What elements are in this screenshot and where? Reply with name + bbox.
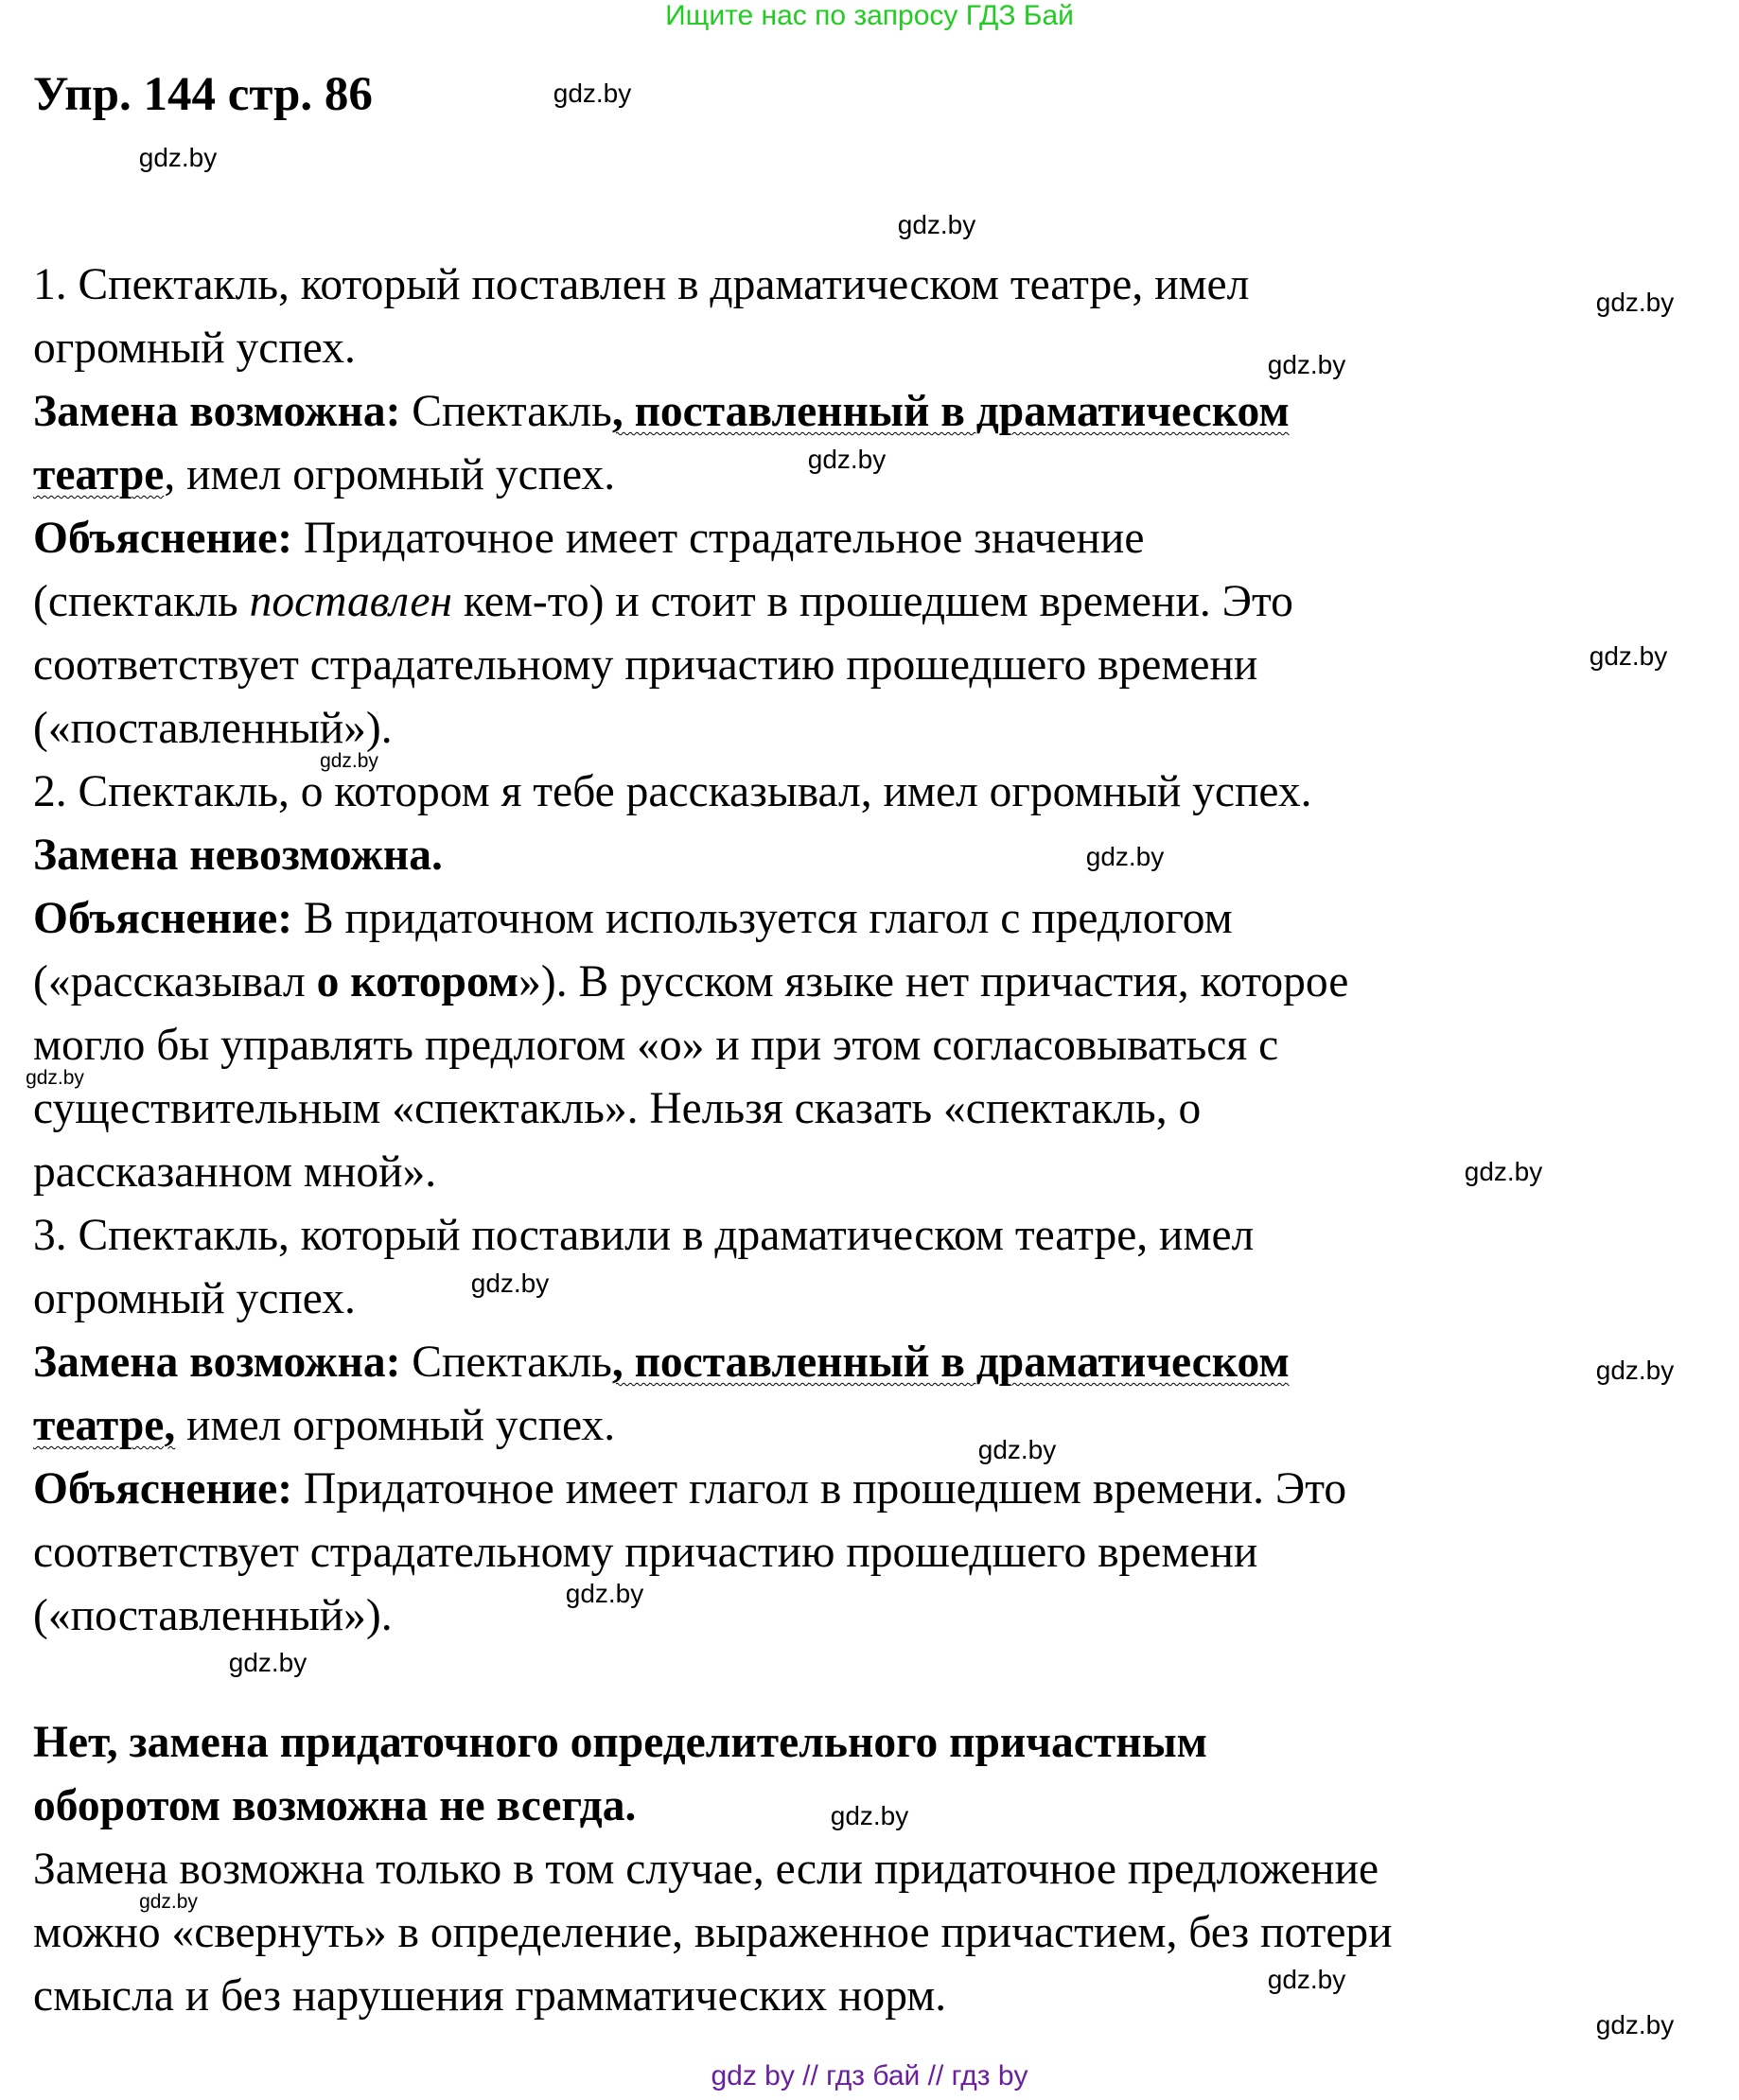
watermark: gdz.by bbox=[228, 1648, 307, 1677]
text-line bbox=[33, 1838, 1393, 1901]
text-segment: смысла и без нарушения грамматических норм. bbox=[33, 1971, 947, 2021]
text-line bbox=[33, 380, 1393, 444]
text-line bbox=[33, 1394, 1393, 1458]
text-segment: 2. Спектакль, о котором я тебе рассказывал, имел огромный успех. bbox=[33, 767, 1312, 816]
text-segment: («поставленный»). bbox=[33, 704, 393, 753]
text-line bbox=[33, 951, 1393, 1014]
text-segment: («поставленный»). bbox=[33, 1591, 393, 1640]
watermark: gdz.by bbox=[1464, 1157, 1543, 1186]
text-line bbox=[33, 634, 1393, 697]
text-segment: Замена возможна только в том случае, если придаточное предложение bbox=[33, 1845, 1379, 1894]
text-line bbox=[33, 1331, 1393, 1394]
text-segment: поставлен bbox=[249, 577, 452, 626]
text-segment: , имел огромный успех. bbox=[164, 450, 616, 499]
participial-phrase: театре, bbox=[33, 1401, 176, 1450]
text-segment: 1. Спектакль, который поставлен в драматическом театре, имел bbox=[33, 260, 1250, 309]
text-segment: («рассказывал bbox=[33, 957, 317, 1006]
watermark: gdz.by bbox=[1085, 842, 1165, 871]
participial-phrase: театре bbox=[33, 450, 165, 499]
text-line bbox=[33, 507, 1393, 570]
watermark: gdz.by bbox=[1267, 1965, 1346, 1994]
watermark: gdz.by bbox=[26, 1067, 84, 1089]
bold-label: Объяснение: bbox=[33, 1464, 293, 1514]
watermark: gdz.by bbox=[1595, 2010, 1675, 2039]
text-line bbox=[33, 1901, 1393, 1965]
bold-label: Объяснение: bbox=[33, 894, 293, 943]
watermark: gdz.by bbox=[897, 210, 976, 239]
watermark: gdz.by bbox=[139, 1891, 198, 1913]
watermark: gdz.by bbox=[565, 1579, 644, 1608]
text-segment: 3. Спектакль, который поставили в драматическом театре, имел bbox=[33, 1211, 1255, 1260]
footer-links[interactable]: gdz by // гдз бай // гдз by bbox=[711, 2060, 1028, 2091]
bold-label: Замена возможна: bbox=[33, 387, 401, 436]
text-segment: кем-то) и стоит в прошедшем времени. Это bbox=[451, 577, 1293, 626]
text-segment: огромный успех. bbox=[33, 324, 356, 373]
text-line bbox=[33, 1458, 1393, 1521]
text-segment: могло бы управлять предлогом «о» и при этом согласовываться с bbox=[33, 1021, 1279, 1070]
search-hint-banner: Ищите нас по запросу ГДЗ Бай bbox=[665, 0, 1074, 31]
text-line bbox=[33, 761, 1393, 824]
text-line bbox=[33, 1521, 1393, 1584]
text-line bbox=[33, 1014, 1393, 1077]
bold-label: Нет, замена придаточного определительного причастным bbox=[33, 1718, 1208, 1767]
text-segment: Придаточное имеет глагол в прошедшем времени. Это bbox=[292, 1464, 1347, 1514]
text-line bbox=[33, 254, 1393, 317]
text-line bbox=[33, 444, 1393, 507]
text-line bbox=[33, 1965, 1393, 2028]
text-segment: соответствует страдательному причастию прошедшего времени bbox=[33, 640, 1258, 690]
text-line bbox=[33, 1711, 1393, 1775]
participial-phrase: , поставленный в драматическом bbox=[611, 1338, 1290, 1387]
text-line bbox=[33, 317, 1393, 380]
answer-text bbox=[33, 254, 1393, 2028]
bold-label: Объяснение: bbox=[33, 514, 293, 563]
text-line bbox=[33, 1141, 1393, 1204]
participial-phrase: , поставленный в драматическом bbox=[611, 387, 1290, 436]
watermark: gdz.by bbox=[1595, 288, 1675, 317]
text-segment: »). В русском языке нет причастия, которое bbox=[518, 957, 1349, 1006]
text-segment: Спектакль bbox=[400, 387, 612, 436]
watermark: gdz.by bbox=[1595, 1356, 1675, 1385]
text-line bbox=[33, 697, 1393, 761]
watermark: gdz.by bbox=[807, 445, 887, 474]
watermark: gdz.by bbox=[553, 79, 632, 108]
watermark: gdz.by bbox=[320, 750, 378, 772]
text-segment: можно «свернуть» в определение, выраженное причастием, без потери bbox=[33, 1908, 1393, 1957]
exercise-title: Упр. 144 стр. 86 bbox=[33, 68, 373, 121]
watermark: gdz.by bbox=[830, 1801, 909, 1830]
text-line bbox=[33, 1204, 1393, 1268]
text-segment: огромный успех. bbox=[33, 1274, 356, 1323]
bold-label: оборотом возможна не всегда. bbox=[33, 1781, 637, 1830]
bold-label: Замена невозможна. bbox=[33, 831, 443, 880]
text-line bbox=[33, 1077, 1393, 1141]
text-line bbox=[33, 1268, 1393, 1331]
watermark: gdz.by bbox=[1267, 350, 1346, 379]
text-segment: существительным «спектакль». Нельзя сказать «спектакль, о bbox=[33, 1084, 1202, 1133]
text-line bbox=[33, 824, 1393, 887]
text-segment: соответствует страдательному причастию прошедшего времени bbox=[33, 1528, 1258, 1577]
bold-label: о котором bbox=[316, 957, 519, 1006]
text-segment: Спектакль bbox=[400, 1338, 612, 1387]
watermark: gdz.by bbox=[1589, 641, 1668, 671]
text-line bbox=[33, 1584, 1393, 1648]
text-line bbox=[33, 887, 1393, 951]
watermark: gdz.by bbox=[138, 143, 218, 172]
text-segment: Придаточное имеет страдательное значение bbox=[292, 514, 1145, 563]
bold-label: Замена возможна: bbox=[33, 1338, 401, 1387]
watermark: gdz.by bbox=[470, 1269, 550, 1298]
text-line bbox=[33, 570, 1393, 634]
text-segment: имел огромный успех. bbox=[175, 1401, 616, 1450]
text-line bbox=[33, 1775, 1393, 1838]
text-segment: В придаточном используется глагол с предлогом bbox=[292, 894, 1233, 943]
text-segment: (спектакль bbox=[33, 577, 250, 626]
watermark: gdz.by bbox=[977, 1435, 1057, 1464]
text-segment: рассказанном мной». bbox=[33, 1147, 437, 1197]
